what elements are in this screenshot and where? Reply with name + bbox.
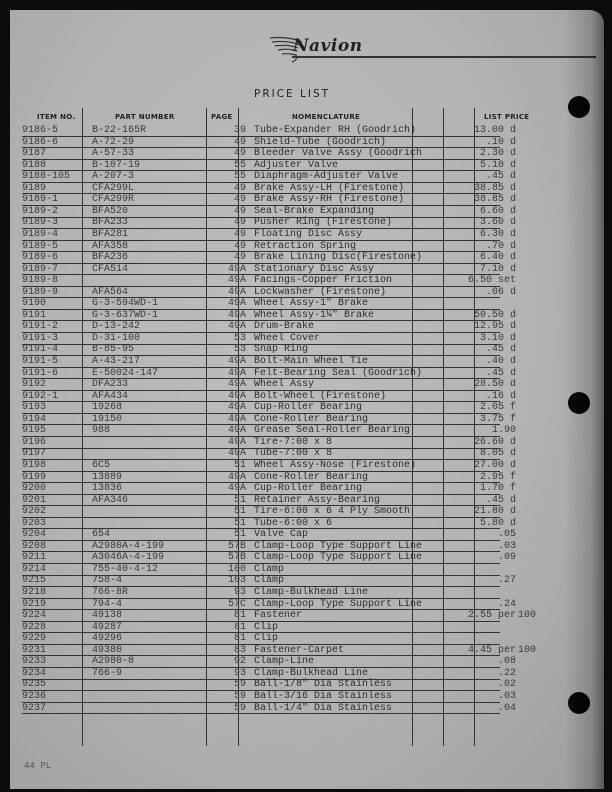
nomenclature-cell: Wheel Assy-Nose (Firestone) (254, 459, 417, 471)
nomenclature-cell: Clip (254, 633, 279, 645)
page-cell: 49A (227, 298, 246, 310)
item-no-cell: 9188 (22, 159, 47, 171)
part-number-cell: 49287 (92, 621, 123, 633)
price-list-page (10, 10, 604, 789)
list-price-cell: .06 d (485, 286, 516, 298)
nomenclature-cell: Shield-Tube (Goodrich) (254, 136, 387, 148)
item-no-cell: 9186-5 (22, 125, 59, 136)
list-price-cell: 3.10 d (479, 332, 516, 344)
page-cell: 93 (233, 667, 246, 679)
list-price-cell: 6.30 d (479, 228, 516, 240)
nomenclature-cell: Fastener (254, 610, 303, 622)
page-cell: 49A (227, 263, 246, 275)
list-price-cell: .45 d (485, 494, 516, 506)
nomenclature-cell: Facings-Copper Friction (254, 275, 393, 287)
list-price-cell: 6.50 set (467, 275, 516, 287)
nomenclature-cell: Clamp-Loop Type Support Line (254, 552, 423, 564)
nomenclature-cell: Clamp-Loop Type Support Line (254, 540, 423, 552)
item-no-cell: 9196 (22, 436, 47, 448)
page-cell: 49A (227, 448, 246, 460)
part-number-cell: BFA236 (92, 252, 129, 264)
nomenclature-cell: Cone-Roller Bearing (254, 413, 369, 425)
header-part-number: PART NUMBER (115, 113, 175, 121)
page-cell: 51 (233, 517, 246, 529)
item-no-cell: 9190 (22, 298, 47, 310)
part-number-cell: BFA233 (92, 217, 129, 229)
page-cell: 53 (233, 332, 246, 344)
list-price-cell: 8.05 d (479, 448, 516, 460)
part-number-cell: 755-40-4-12 (92, 563, 159, 575)
part-number-cell: A-72-29 (92, 136, 135, 148)
page-footer: 44 PL (24, 761, 52, 771)
nomenclature-cell: Clamp-Bulkhead Line (254, 667, 369, 679)
page-cell: 81 (233, 633, 246, 645)
item-no-cell: 9211 (22, 552, 47, 564)
item-no-cell: 9201 (22, 494, 47, 506)
nomenclature-cell: Adjuster Valve (254, 159, 339, 171)
list-price-cell: .04 (497, 702, 516, 714)
page-cell: 53 (233, 344, 246, 356)
item-no-cell: 9224 (22, 610, 47, 622)
nomenclature-cell: Lockwasher (Firestone) (254, 286, 387, 298)
list-price-cell: .08 (497, 656, 516, 668)
nomenclature-cell: Ball-1/8" Dia Stainless (254, 679, 393, 691)
item-no-cell: 9194 (22, 413, 47, 425)
list-price-cell: 6.40 d (479, 252, 516, 264)
item-no-cell: 9189-2 (22, 205, 59, 217)
page-cell: 49 (233, 182, 246, 194)
page-title: PRICE LIST (254, 88, 331, 100)
list-price-cell: .22 (497, 667, 516, 679)
list-price-cell: 13.00 d (473, 125, 516, 136)
part-number-cell: BFA520 (92, 205, 129, 217)
item-no-cell: 9235 (22, 679, 47, 691)
part-number-cell: A2980-8 (92, 656, 135, 668)
part-number-cell: A-43-217 (92, 356, 141, 367)
part-number-cell: 49380 (92, 644, 123, 656)
nomenclature-cell: Clamp-Line (254, 656, 315, 668)
page-cell: 49 (233, 228, 246, 240)
brand-wordmark: Navion (293, 36, 363, 56)
nomenclature-cell: Pusher Ring (Firestone) (254, 217, 393, 229)
nomenclature-cell: Bleeder Valve Assy (Goodrich (254, 148, 423, 160)
item-no-cell: 9237 (22, 702, 47, 714)
page-cell: 59 (233, 702, 246, 714)
part-number-cell: G-3-594WD-1 (92, 298, 159, 310)
page-cell: 59 (233, 679, 246, 691)
list-price-cell: 50.50 d (473, 309, 516, 321)
item-no-cell: 9200 (22, 483, 47, 495)
item-no-cell: 9234 (22, 667, 47, 679)
binder-hole-icon (568, 692, 590, 714)
item-no-cell: 9202 (22, 506, 47, 518)
part-number-cell: DFA233 (92, 379, 129, 391)
part-number-cell: 766-9 (92, 667, 123, 679)
part-number-cell: B-85-95 (92, 344, 135, 356)
page-cell: 49A (227, 471, 246, 483)
list-price-cell: .02 (497, 679, 516, 691)
nomenclature-cell: Valve Cap (254, 529, 309, 541)
list-price-cell: .70 d (485, 240, 516, 252)
list-price-cell: 1.90 (491, 425, 516, 437)
item-no-cell: 9187 (22, 148, 47, 160)
list-price-cell: 2.95 f (479, 471, 516, 483)
list-price-cell: 2.55 per (467, 610, 516, 622)
list-price-cell: 38.85 d (473, 182, 516, 194)
page-cell: 93 (233, 587, 246, 598)
nomenclature-cell: Retraction Spring (254, 240, 357, 252)
part-number-cell: A2980A-4-199 (92, 540, 165, 552)
nomenclature-cell: Clamp (254, 575, 285, 587)
nomenclature-cell: Retainer Assy-Bearing (254, 494, 381, 506)
part-number-cell: 49138 (92, 610, 123, 622)
nomenclature-cell: Cup-Roller Bearing (254, 483, 363, 495)
item-no-cell: 9192 (22, 379, 47, 391)
list-price-cell: .24 (497, 598, 516, 610)
page-cell: 51 (233, 494, 246, 506)
list-price-cell: 5.10 d (479, 159, 516, 171)
list-price-cell: .10 d (485, 136, 516, 148)
item-no-cell: 9188-105 (22, 171, 71, 183)
item-no-cell: 9198 (22, 459, 47, 471)
item-no-cell: 9193 (22, 402, 47, 414)
nomenclature-cell: Cone-Roller Bearing (254, 471, 369, 483)
page-cell: 49 (233, 205, 246, 217)
part-number-cell: AFA358 (92, 240, 129, 252)
page-cell: 92 (233, 656, 246, 668)
nomenclature-cell: Seal-Brake Expanding (254, 205, 375, 217)
nomenclature-cell: Snap Ring (254, 344, 309, 356)
price-unit-cell: 100 (518, 610, 537, 622)
part-number-cell: 13889 (92, 471, 123, 483)
binder-hole-icon (568, 96, 590, 118)
item-no-cell: 9218 (22, 587, 47, 598)
page-cell: 59 (233, 690, 246, 702)
nomenclature-cell: Tube-Expander RH (Goodrich) (254, 125, 417, 136)
nomenclature-cell: Clamp-Bulkhead Line (254, 587, 369, 598)
nomenclature-cell: Bolt-Main Wheel Tie (254, 356, 369, 367)
nomenclature-cell: Wheel Assy-1" Brake (254, 298, 369, 310)
list-price-cell: .45 d (485, 367, 516, 379)
list-price-cell: 21.80 d (473, 506, 516, 518)
page-cell: 51 (233, 506, 246, 518)
list-price-cell: .16 d (485, 390, 516, 402)
page-cell: 49 (233, 240, 246, 252)
header-item-no: ITEM NO. (37, 113, 76, 121)
item-no-cell: 9214 (22, 563, 47, 575)
list-price-cell: .27 (497, 575, 516, 587)
part-number-cell: AFA434 (92, 390, 129, 402)
list-price-cell: 26.60 d (473, 436, 516, 448)
page-cell: 81 (233, 610, 246, 622)
item-no-cell: 9195 (22, 425, 47, 437)
page-cell: 49A (227, 413, 246, 425)
nomenclature-cell: Grease Seal-Roller Bearing (254, 425, 411, 437)
part-number-cell: A-207-3 (92, 171, 135, 183)
item-no-cell: 9189-5 (22, 240, 59, 252)
page-cell: 49A (227, 390, 246, 402)
nomenclature-cell: Wheel Cover (254, 332, 321, 344)
page-cell: 49A (227, 286, 246, 298)
item-no-cell: 9229 (22, 633, 47, 645)
item-no-cell: 9189-1 (22, 194, 59, 206)
part-number-cell: A3046A-4-199 (92, 552, 165, 564)
nomenclature-cell: Tube-6:00 x 6 (254, 517, 333, 529)
part-number-cell: 654 (92, 529, 111, 541)
price-unit-cell: 100 (518, 644, 537, 656)
list-price-cell: 27.00 d (473, 459, 516, 471)
page-cell: 51 (233, 529, 246, 541)
page-cell: 49 (233, 217, 246, 229)
list-price-cell: 2.05 f (479, 402, 516, 414)
page-cell: 49A (227, 309, 246, 321)
page-cell: 49A (227, 367, 246, 379)
list-price-cell: 3.60 d (479, 217, 516, 229)
item-no-cell: 9191-3 (22, 332, 59, 344)
list-price-cell: .40 d (485, 356, 516, 367)
list-price-cell: .05 (497, 529, 516, 541)
page-cell: 49A (227, 483, 246, 495)
brand-underline (292, 56, 596, 58)
list-price-cell: .09 (497, 552, 516, 564)
part-number-cell: CFA299L (92, 182, 135, 194)
page-cell: 49A (227, 275, 246, 287)
list-price-cell: 2.30 d (479, 148, 516, 160)
part-number-cell: 758-4 (92, 575, 123, 587)
list-price-cell: 5.80 d (479, 517, 516, 529)
item-no-cell: 9191-5 (22, 356, 59, 367)
part-number-cell: B-22-165R (92, 125, 147, 136)
page-cell: 103 (227, 575, 246, 587)
part-number-cell: 49296 (92, 633, 123, 645)
part-number-cell: 19268 (92, 402, 123, 414)
item-no-cell: 9219 (22, 598, 47, 610)
nomenclature-cell: Tire-6:00 x 6 4 Ply Smooth (254, 506, 411, 518)
part-number-cell: AFA564 (92, 286, 129, 298)
part-number-cell: CFA514 (92, 263, 129, 275)
page-cell: 49A (227, 379, 246, 391)
list-price-cell: 28.50 d (473, 379, 516, 391)
page-cell: 49A (227, 425, 246, 437)
nomenclature-cell: Clamp-Loop Type Support Line (254, 598, 423, 610)
list-price-cell: 4.45 per (467, 644, 516, 656)
binder-hole-icon (568, 392, 590, 414)
list-price-cell: 12.95 d (473, 321, 516, 333)
item-no-cell: 9208 (22, 540, 47, 552)
header-page: PAGE (211, 113, 233, 121)
part-number-cell: B-107-19 (92, 159, 141, 171)
page-cell: 55 (233, 159, 246, 171)
header-nomenclature: NOMENCLATURE (292, 113, 361, 121)
page-cell: 51 (233, 459, 246, 471)
part-number-cell: G-3-637WD-1 (92, 309, 159, 321)
nomenclature-cell: Tire-7:00 x 8 (254, 436, 333, 448)
item-no-cell: 9203 (22, 517, 47, 529)
page-cell: 81 (233, 621, 246, 633)
part-number-cell: D-13-242 (92, 321, 141, 333)
part-number-cell: AFA346 (92, 494, 129, 506)
list-price-cell: .03 (497, 690, 516, 702)
list-price-cell: 7.10 d (479, 263, 516, 275)
page-cell: 55 (233, 171, 246, 183)
page-cell: 49A (227, 402, 246, 414)
page-cell: 57C (227, 598, 246, 610)
item-no-cell: 9191-4 (22, 344, 59, 356)
nomenclature-cell: Ball-3/16 Dia Stainless (254, 690, 393, 702)
nomenclature-cell: Floating Disc Assy (254, 228, 363, 240)
item-no-cell: 9231 (22, 644, 47, 656)
item-no-cell: 9236 (22, 690, 47, 702)
part-number-cell: 6C5 (92, 459, 111, 471)
nomenclature-cell: Tube-7:00 x 8 (254, 448, 333, 460)
nomenclature-cell: Clamp (254, 563, 285, 575)
page-cell: 49 (233, 148, 246, 160)
item-no-cell: 9189-4 (22, 228, 59, 240)
page-cell: 49A (227, 436, 246, 448)
part-number-cell: CFA299R (92, 194, 135, 206)
nomenclature-cell: Ball-1/4" Dia Stainless (254, 702, 393, 714)
item-no-cell: 9215 (22, 575, 47, 587)
nomenclature-cell: Drum-Brake (254, 321, 315, 333)
part-number-cell: 988 (92, 425, 111, 437)
part-number-cell: 13836 (92, 483, 123, 495)
part-number-cell: 19150 (92, 413, 123, 425)
list-price-cell: .03 (497, 540, 516, 552)
list-price-cell: 3.75 f (479, 413, 516, 425)
item-no-cell: 9189 (22, 182, 47, 194)
nomenclature-cell: Clip (254, 621, 279, 633)
list-price-cell: 38.85 d (473, 194, 516, 206)
nomenclature-cell: Wheel Assy-1¼" Brake (254, 309, 375, 321)
part-number-cell: D-31-100 (92, 332, 141, 344)
nomenclature-cell: Brake Assy-RH (Firestone) (254, 194, 405, 206)
part-number-cell: BFA281 (92, 228, 129, 240)
item-no-cell: 9192-1 (22, 390, 59, 402)
page-cell: 49 (233, 194, 246, 206)
page-cell: 39 (233, 125, 246, 136)
list-price-cell: 6.60 d (479, 205, 516, 217)
item-no-cell: 9197 (22, 448, 47, 460)
part-number-cell: E-50024-147 (92, 367, 159, 379)
page-cell: 57B (227, 552, 246, 564)
list-price-cell: .45 d (485, 171, 516, 183)
nomenclature-cell: Diaphragm-Adjuster Valve (254, 171, 399, 183)
page-cell: 83 (233, 644, 246, 656)
nomenclature-cell: Bolt-Wheel (Firestone) (254, 390, 387, 402)
item-no-cell: 9233 (22, 656, 47, 668)
nomenclature-cell: Stationary Disc Assy (254, 263, 375, 275)
part-number-cell: A-57-33 (92, 148, 135, 160)
nomenclature-cell: Cup-Roller Bearing (254, 402, 363, 414)
item-no-cell: 9199 (22, 471, 47, 483)
item-no-cell: 9189-3 (22, 217, 59, 229)
page-cell: 49 (233, 136, 246, 148)
nomenclature-cell: Brake Lining Disc(Firestone) (254, 252, 423, 264)
header-list-price: LIST PRICE (484, 113, 530, 121)
part-number-cell: 794-4 (92, 598, 123, 610)
item-no-cell: 9189-7 (22, 263, 59, 275)
nomenclature-cell: Brake Assy-LH (Firestone) (254, 182, 405, 194)
item-no-cell: 9191-6 (22, 367, 59, 379)
page-cell: 49A (227, 321, 246, 333)
item-no-cell: 9191 (22, 309, 47, 321)
part-number-cell: 766-8R (92, 587, 129, 598)
item-no-cell: 9204 (22, 529, 47, 541)
item-no-cell: 9189-9 (22, 286, 59, 298)
list-price-cell: .45 d (485, 344, 516, 356)
item-no-cell: 9228 (22, 621, 47, 633)
item-no-cell: 9191-2 (22, 321, 59, 333)
page-cell: 49A (227, 356, 246, 367)
item-no-cell: 9189-8 (22, 275, 59, 287)
page-cell: 49 (233, 252, 246, 264)
nomenclature-cell: Fastener-Carpet (254, 644, 345, 656)
item-no-cell: 9186-6 (22, 136, 59, 148)
table-row (22, 702, 516, 715)
page-cell: 57B (227, 540, 246, 552)
nomenclature-cell: Felt-Bearing Seal (Goodrich) (254, 367, 423, 379)
page-cell: 100 (227, 563, 246, 575)
nomenclature-cell: Wheel Assy (254, 379, 315, 391)
item-no-cell: 9189-6 (22, 252, 59, 264)
list-price-cell: 1.70 f (479, 483, 516, 495)
